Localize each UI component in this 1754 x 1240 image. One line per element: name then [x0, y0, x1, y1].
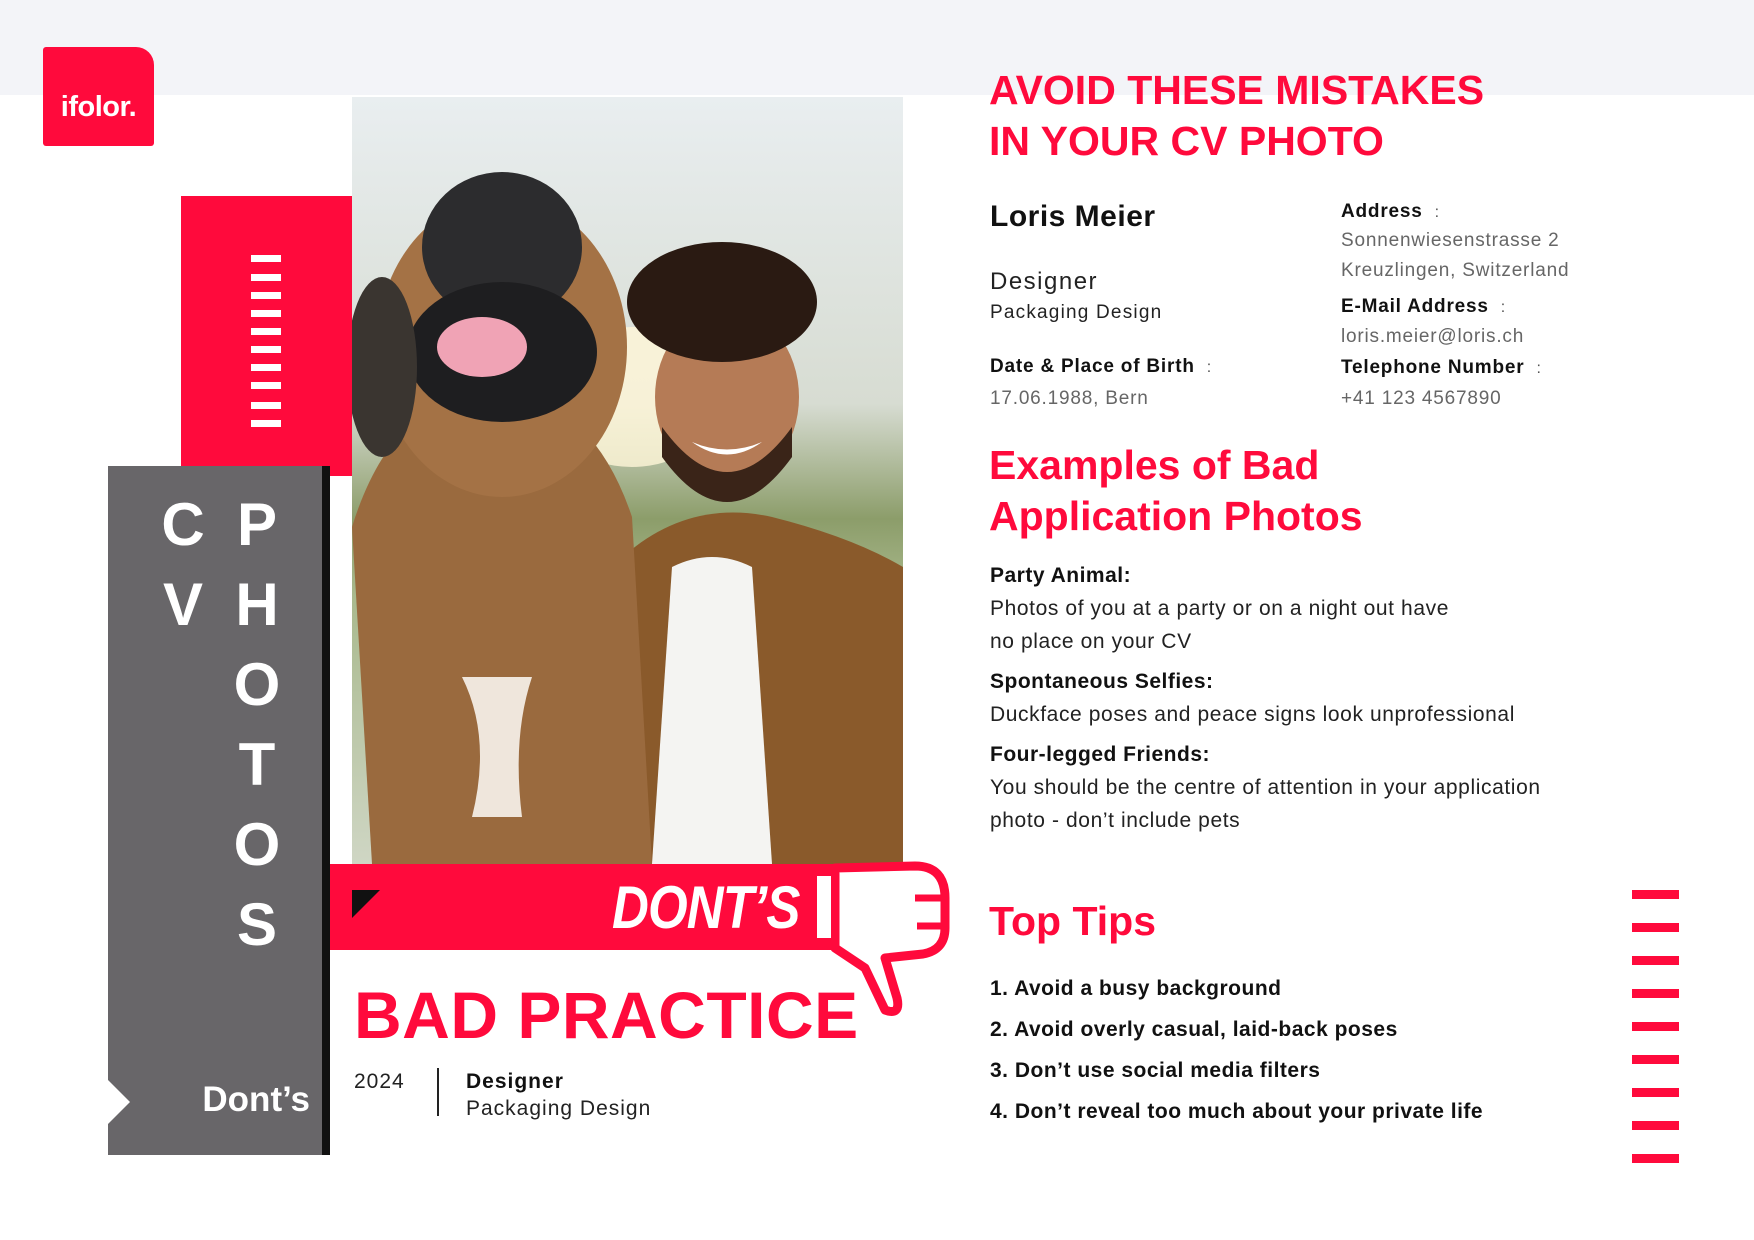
- white-dash: [251, 310, 281, 317]
- address-label-text: Address: [1341, 201, 1423, 222]
- top-band: [0, 0, 1754, 95]
- white-dash: [251, 274, 281, 281]
- white-dash: [251, 420, 281, 427]
- red-dash: [1632, 1121, 1679, 1130]
- phone-value: +41 123 4567890: [1341, 388, 1502, 409]
- side-title-letter: O: [233, 651, 281, 718]
- page-title-line: AVOID THESE MISTAKES: [989, 67, 1485, 113]
- red-dash: [1632, 989, 1679, 998]
- side-title-letter: S: [236, 891, 278, 958]
- example-text: Duckface poses and peace signs look unprofessional: [990, 703, 1515, 726]
- phone-label-text: Telephone Number: [1341, 357, 1525, 378]
- examples-heading-line: Examples of Bad: [989, 442, 1320, 488]
- label-colon: :: [1500, 299, 1506, 316]
- example-text: Photos of you at a party or on a night out have: [990, 597, 1449, 620]
- side-donts-label: Dont’s: [202, 1080, 310, 1119]
- tip-item: 1. Avoid a busy background: [990, 977, 1282, 1000]
- email-value[interactable]: loris.meier@loris.ch: [1341, 326, 1525, 347]
- side-title-letter: O: [233, 811, 281, 878]
- examples-heading: [989, 440, 1363, 542]
- cv-photo-example: [352, 97, 903, 864]
- page-title: [989, 65, 1484, 167]
- dob-label: [990, 356, 1211, 378]
- year-label: 2024: [354, 1070, 405, 1093]
- email-label-text: E-Mail Address: [1341, 296, 1489, 317]
- top-tips-heading: Top Tips: [989, 898, 1157, 944]
- example-item: [990, 670, 1670, 731]
- bad-practice-heading: BAD PRACTICE: [354, 978, 859, 1052]
- red-dash: [1632, 890, 1679, 899]
- selfie-illustration: [352, 97, 903, 864]
- side-title-letter: V: [162, 571, 204, 638]
- label-colon: :: [1206, 359, 1212, 376]
- ifolor-logo[interactable]: [43, 47, 154, 146]
- white-dash: [251, 382, 281, 389]
- email-label: [1341, 296, 1505, 318]
- label-colon: :: [1536, 360, 1541, 377]
- white-dash: [251, 328, 281, 335]
- dob-value: 17.06.1988, Bern: [990, 388, 1149, 409]
- address-label: [1341, 201, 1439, 223]
- role-title: Designer: [466, 1070, 564, 1093]
- profile-name: Loris Meier: [990, 200, 1156, 233]
- example-title: Spontaneous Selfies:: [990, 670, 1214, 693]
- white-dash: [251, 402, 281, 409]
- address-line: Kreuzlingen, Switzerland: [1341, 260, 1570, 281]
- red-dash: [1632, 1154, 1679, 1163]
- red-dash: [1632, 1088, 1679, 1097]
- examples-heading-line: Application Photos: [989, 493, 1363, 539]
- example-text: You should be the centre of attention in your application: [990, 776, 1541, 799]
- example-title: Four-legged Friends:: [990, 743, 1210, 766]
- example-item: [990, 743, 1670, 837]
- address-line: Sonnenwiesenstrasse 2: [1341, 230, 1560, 251]
- side-title-letter: C: [161, 491, 205, 558]
- role-subtitle: Packaging Design: [466, 1097, 652, 1120]
- red-dash: [1632, 1022, 1679, 1031]
- side-band-edge: [322, 466, 330, 1155]
- white-dash: [251, 292, 281, 299]
- example-title: Party Animal:: [990, 564, 1132, 587]
- page-title-line: IN YOUR CV PHOTO: [989, 118, 1384, 164]
- tip-item: 3. Don’t use social media filters: [990, 1059, 1321, 1082]
- profile-job: Designer: [990, 268, 1099, 295]
- red-accent-bar: [181, 196, 352, 476]
- dob-label-text: Date & Place of Birth: [990, 356, 1195, 377]
- vertical-divider: [437, 1068, 439, 1116]
- tip-item: 4. Don’t reveal too much about your private life: [990, 1100, 1484, 1123]
- corner-triangle: [352, 890, 380, 918]
- white-dash: [251, 255, 281, 262]
- side-title-letter: P: [236, 491, 278, 558]
- side-band-notch: [108, 1080, 130, 1124]
- tip-item: 2. Avoid overly casual, laid-back poses: [990, 1018, 1398, 1041]
- red-dash: [1632, 1055, 1679, 1064]
- label-colon: :: [1434, 204, 1440, 221]
- profile-job-sub: Packaging Design: [990, 302, 1163, 323]
- red-dash: [1632, 923, 1679, 932]
- side-title-letter: T: [238, 731, 276, 798]
- logo-text: ifolor.: [60, 91, 137, 123]
- example-text: no place on your CV: [990, 630, 1192, 653]
- white-dash: [251, 346, 281, 353]
- side-title-letter: H: [235, 571, 279, 638]
- white-dash: [251, 364, 281, 371]
- red-dash: [1632, 956, 1679, 965]
- donts-banner-label: DONT’S: [612, 874, 800, 941]
- phone-label: [1341, 357, 1541, 379]
- example-item: [990, 564, 1670, 658]
- example-text: photo - don’t include pets: [990, 809, 1241, 832]
